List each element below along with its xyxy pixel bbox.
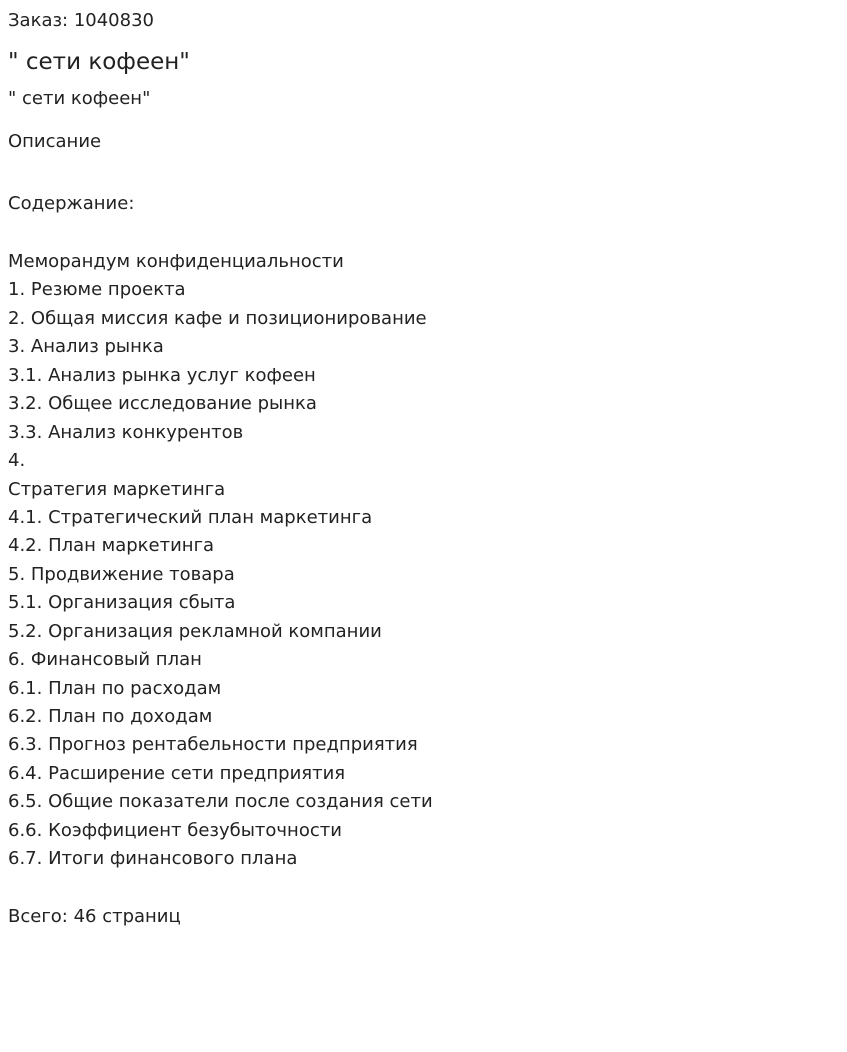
toc-item: 6.1. План по расходам	[8, 677, 222, 699]
toc-item: 3.2. Общее исследование рынка	[8, 393, 317, 415]
toc-item: 6. Финансовый план	[8, 649, 202, 671]
contents-heading: Содержание:	[8, 193, 135, 214]
toc-item: Стратегия маркетинга	[8, 478, 226, 500]
page-subtitle: " сети кофеен"	[8, 88, 151, 109]
total-pages: Всего: 46 страниц	[8, 906, 181, 927]
toc-item: 6.6. Коэффициент безубыточности	[8, 819, 342, 841]
toc-item: 6.3. Прогноз рентабельности предприятия	[8, 734, 418, 756]
toc-item: 3.3. Анализ конкурентов	[8, 421, 244, 443]
toc-item: Меморандум конфиденциальности	[8, 251, 344, 272]
description-heading: Описание	[8, 131, 102, 152]
table-of-contents	[8, 248, 433, 874]
order-number: Заказ: 1040830	[8, 10, 154, 31]
toc-item: 2. Общая миссия кафе и позиционирование	[8, 307, 427, 329]
toc-item: 6.5. Общие показатели после создания сети	[8, 791, 433, 813]
toc-item: 1. Резюме проекта	[8, 279, 186, 301]
toc-item: 6.2. План по доходам	[8, 706, 213, 727]
toc-item: 5.2. Организация рекламной компании	[8, 620, 382, 642]
toc-item: 4.2. План маркетинга	[8, 535, 215, 557]
toc-item: 5.1. Организация сбыта	[8, 592, 236, 614]
toc-item: 3. Анализ рынка	[8, 336, 164, 358]
toc-item: 4.1. Стратегический план маркетинга	[8, 506, 373, 528]
page-title: " сети кофеен"	[8, 49, 190, 75]
toc-item: 6.7. Итоги финансового плана	[8, 848, 298, 870]
toc-item: 6.4. Расширение сети предприятия	[8, 762, 346, 784]
toc-item: 3.1. Анализ рынка услуг кофеен	[8, 364, 316, 386]
toc-item: 5. Продвижение товара	[8, 563, 235, 585]
toc-item: 4.	[8, 450, 26, 472]
